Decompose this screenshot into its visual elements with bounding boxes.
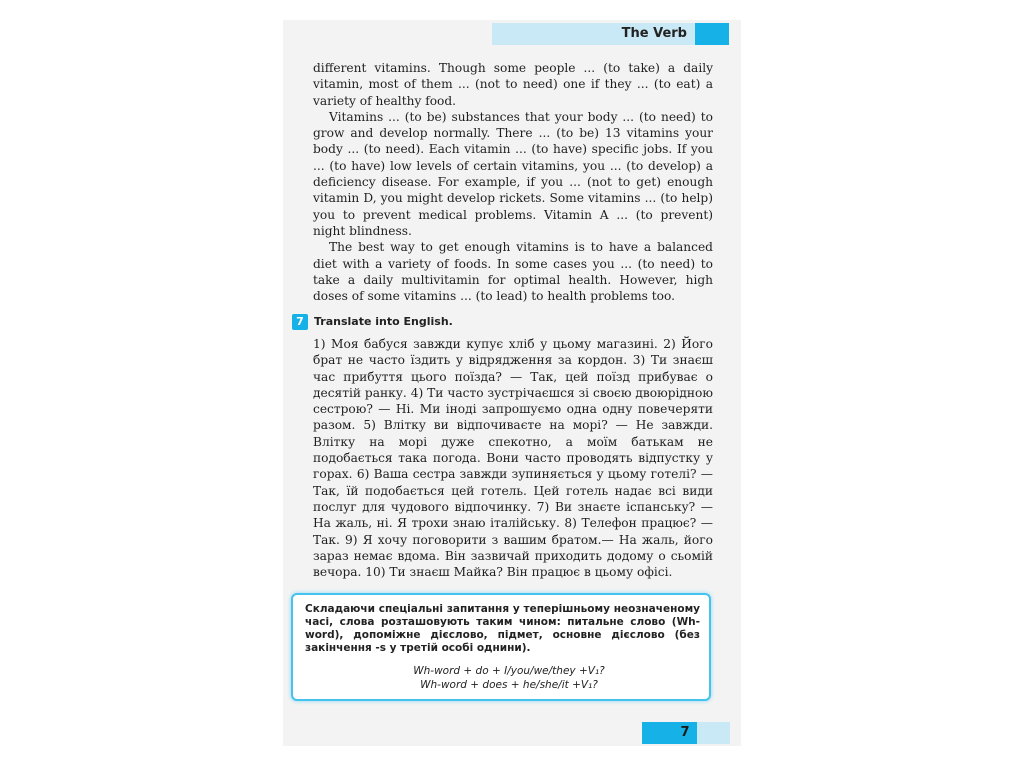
exercise-text [313, 60, 713, 304]
rule-formula-1: Wh-word + do + I/you/we/they +V₁? [413, 665, 605, 677]
footer-bar [642, 722, 730, 744]
exercise-paragraph-2: Vitamins ... (to be) substances that your body ... (to need) to grow and develop normally. There ... (to be) 13 vitamins your body ... (to need). Each vitamin ... (to have) specific jobs. If you ... (to have) low levels of certain vitamins, you ... (to develop) a deficiency disease. For example, if you ... (not to get) enough vitamin D, you might develop rickets. Some vitamins ... (to help) you to prevent medical problems. Vitamin A ... (to prevent) night blindness. [313, 109, 713, 238]
header-accent-tab [695, 23, 729, 45]
page-number: 7 [680, 725, 690, 740]
rule-formula-2: Wh-word + does + he/she/it +V₁? [420, 679, 598, 691]
section-title: The Verb [621, 26, 687, 41]
exercise-paragraph-1: different vitamins. Though some people ... (to take) a daily vitamin, most of them ... (not to need) one if they ... (to eat) a variety of healthy food. [313, 61, 713, 108]
rule-text: Складаючи спеціальні запитання у теперішньому неозначеному часі, слова розташовують таким чином: питальне слово (Wh-word), допоміжне дієслово, підмет, основне дієслово (без закінчення -s у третій особі однини). [305, 603, 700, 654]
header-bar [492, 23, 729, 45]
grammar-rule-box [291, 593, 711, 701]
exercise-paragraph-3: The best way to get enough vitamins is to have a balanced diet with a variety of foods. In some cases you ... (to need) to take a daily multivitamin for optimal health. However, high doses of some vitamins ... (to lead) to health problems too. [313, 240, 713, 304]
task-number-badge: 7 [292, 314, 308, 330]
translation-text: 1) Моя бабуся завжди купує хліб у цьому магазині. 2) Його брат не часто їздить у відрядження за кордон. 3) Ти знаєш час прибуття цього поїзда? — Так, цей поїзд прибуває о десятій ранку. 4) Ти часто зустрічаєшся зі своєю двоюрідною сестрою? — Ні. Ми іноді запрошуємо одна одну повечеряти разом. 5) Влітку ви відпочиваєте на морі? — Не завжди. Влітку на морі дуже спекотно, а моїм батькам не подобається така погода. Вони часто проводять відпустку у горах. 6) Ваша сестра завжди зупиняється у цьому готелі? — Так, їй подобається цей готель. Цей готель надає всі види послуг для чудового відпочинку. 7) Ви знаєте іспанську? — На жаль, ні. Я трохи знаю італійську. 8) Телефон працює? — Так. 9) Я хочу поговорити з вашим братом.— На жаль, його зараз немає вдома. Він зазвичай приходить додому о сьомій вечора. 10) Ти знаєш Майка? Він працює в цьому офісі. [313, 337, 713, 580]
task-title: Translate into English. [314, 315, 453, 328]
